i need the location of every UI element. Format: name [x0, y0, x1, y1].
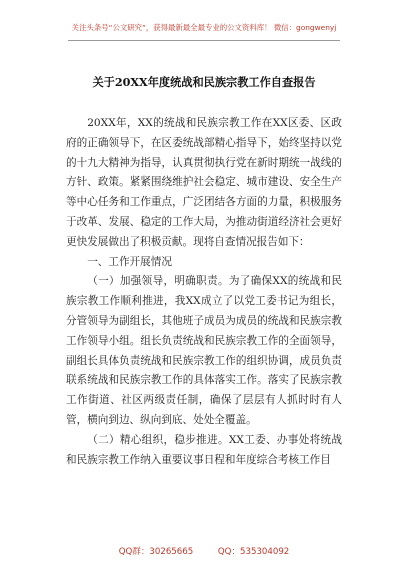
footer-contact	[0, 545, 408, 557]
footer-qq-number: QQ：535304092	[217, 547, 290, 557]
intro-paragraph: 20XX年，XX的统战和民族宗教工作在XX区委、区政府的正确领导下，在区委统战部精心指导下，始终坚持以党的十九大精神为指导，认真贯彻执行党在新时期统一战线的方针、政策。紧紧围绕维护社会稳定、城市建设、安全生产等中心任务和工作重点，广泛团结各方面的力量，积极服务于改革、发展、稳定的工作大局，为推动街道经济社会更好更快发展做出了积极贡献。现将自查情况报告如下：	[66, 117, 342, 248]
paragraph-leadership: （一）加强领导，明确职责。为了确保XX的统战和民族宗教工作顺利推进，我XX成立了以党工委书记为组长，分管领导为副组长，其他班子成员为成员的统战和民族宗教工作领导小组。组长负责统战和民族宗教工作的全面领导，副组长具体负责统战和民族宗教工作的组织协调，成员负责联系统战和民族宗教工作的具体落实工作。落实了民族宗教工作街道、社区两级责任制，确保了层层有人抓时时有人管，横向到边、纵向到底、处处全覆盖。	[66, 275, 342, 426]
header-divider	[68, 40, 340, 41]
section-heading: 一、工作开展情况	[87, 255, 172, 268]
document-body	[66, 114, 342, 470]
header-banner: 关注头条号“公文研究”，获得最新最全最专业的公文资料库！ 微信：gongwenyj	[71, 23, 337, 32]
document-title: 关于20XX年度统战和民族宗教工作自查报告	[92, 74, 316, 89]
paragraph-organization: （二）精心组织，稳步推进。XX工委、办事处将统战和民族宗教工作纳入重要议事日程和年度综合考核工作目	[66, 433, 342, 466]
footer-qq-group: QQ群：30265665	[118, 547, 194, 557]
